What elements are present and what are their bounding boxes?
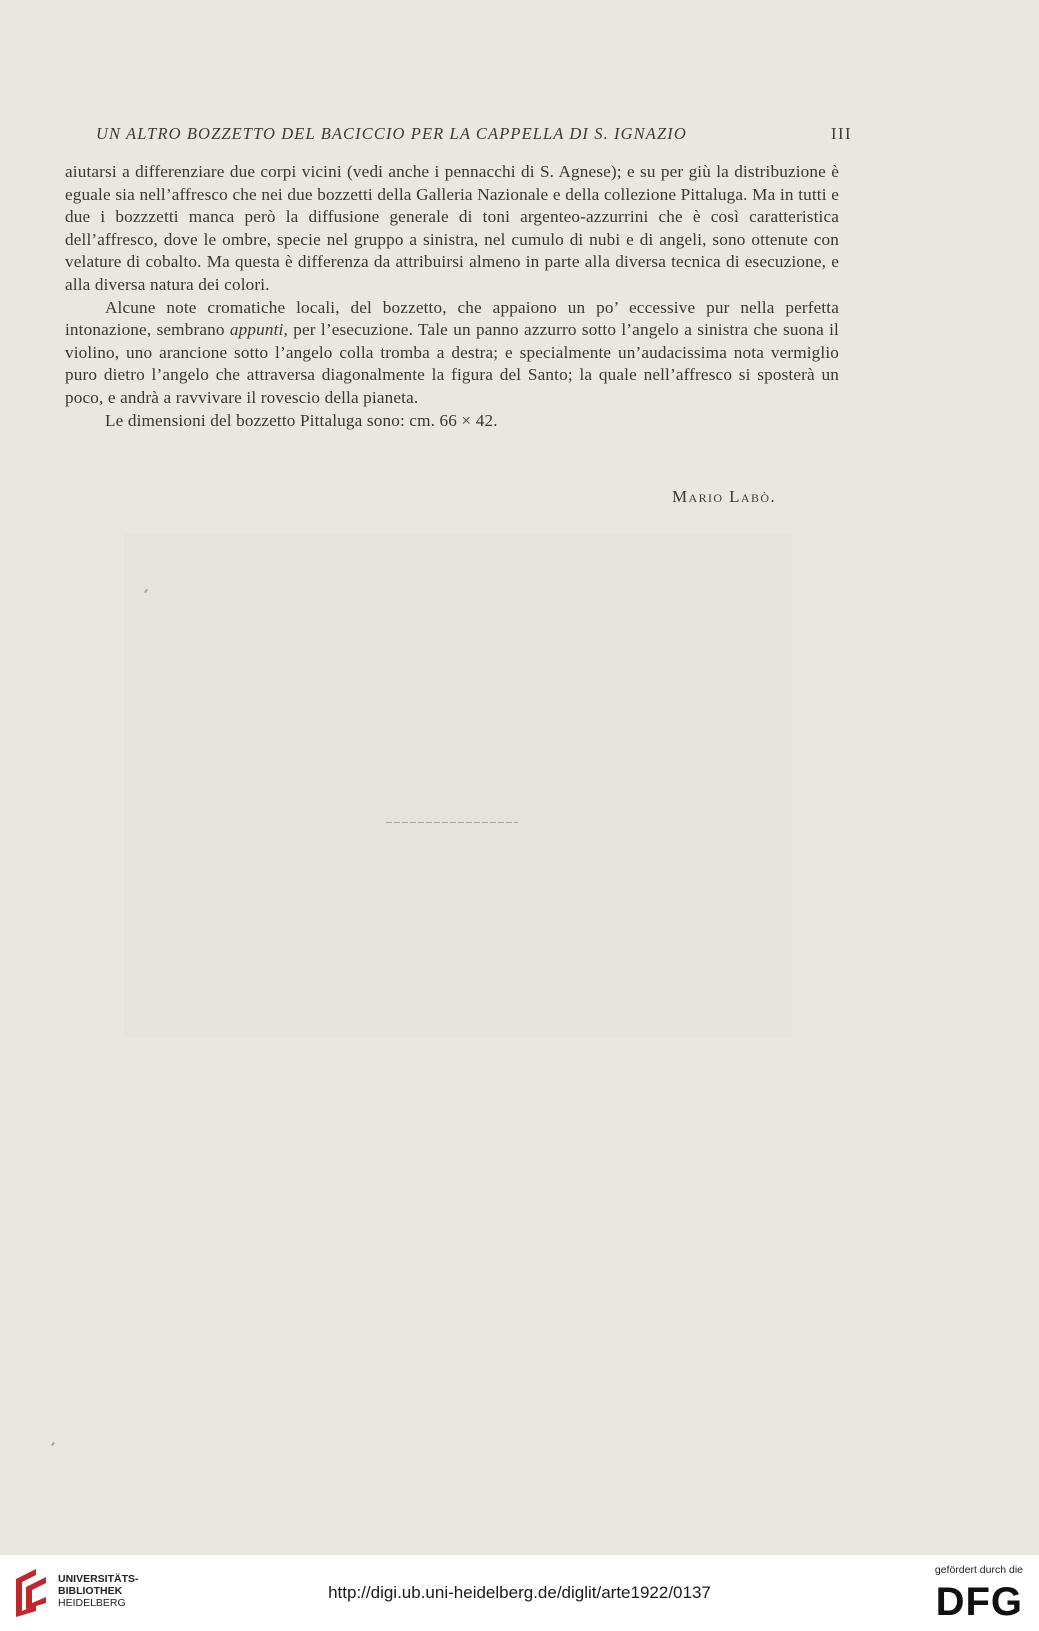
paragraph-2-italic: appunti [229,320,284,340]
paragraph-2-end: , per l’esecuzione. Tale un panno azzurro sotto l’angelo a sinistra che suona il violino, uno arancione sotto l’angelo colla tromba a destra; e specialmente un’audacissima nota vermiglio puro dietro l’angelo che attraversa diagonalmente la figura del Santo; la quale nell’affresco si sposterà un poco, e andrà a ravvivare il rovescio della pianeta. [65,320,839,407]
digitization-footer [0,1555,1039,1631]
running-title: UN ALTRO BOZZETTO DEL BACICCIO PER LA CAPPELLA DI S. IGNAZIO [96,124,687,143]
library-name-line2: BIBLIOTHEK [58,1585,123,1597]
permalink-url[interactable]: http://digi.ub.uni-heidelberg.de/diglit/arte1922/0137 [328,1583,711,1602]
article-body [65,161,839,432]
plate-rule [386,822,518,823]
paragraph-1: aiutarsi a differenziare due corpi vicini (vedi anche i pennacchi di S. Agnese); e su per giù la distribuzione è eguale sia nell’affresco che nei due bozzetti della Galleria Nazionale e della collezione Pittaluga. Ma in tutti e due i bozzzetti manca però la diffusione generale di toni argenteo-azzurrini che è così caratteristica dell’affresco, dove le ombre, specie nel gruppo a sinistra, nel cumulo di nubi e di angeli, sono ottenute con velature di cobalto. Ma questa è differenza da attribuirsi almeno in parte alla diversa tecnica di esecuzione, e alla diversa natura dei colori. [65,162,839,294]
author-signature: Mario Labò. [672,487,777,506]
blank-plate-area [124,533,792,1037]
page-number: III [831,124,852,143]
paragraph-2 [65,297,839,410]
funded-by-label: gefördert durch die [934,1564,1023,1576]
library-name-line3: HEIDELBERG [58,1597,126,1609]
paragraph-3: Le dimensioni del bozzetto Pittaluga sono: cm. 66 × 42. [105,410,498,430]
dfg-logo: DFG [935,1580,1023,1624]
paragraph-2-start: Alcune note cromatiche locali, del bozzetto, che appaiono un po’ eccessive pur nella perfetta intonazione, sembrano [65,297,839,340]
paper-speck [51,1442,55,1446]
library-name-line1: UNIVERSITÄTS- [58,1573,139,1585]
running-head [96,124,852,144]
